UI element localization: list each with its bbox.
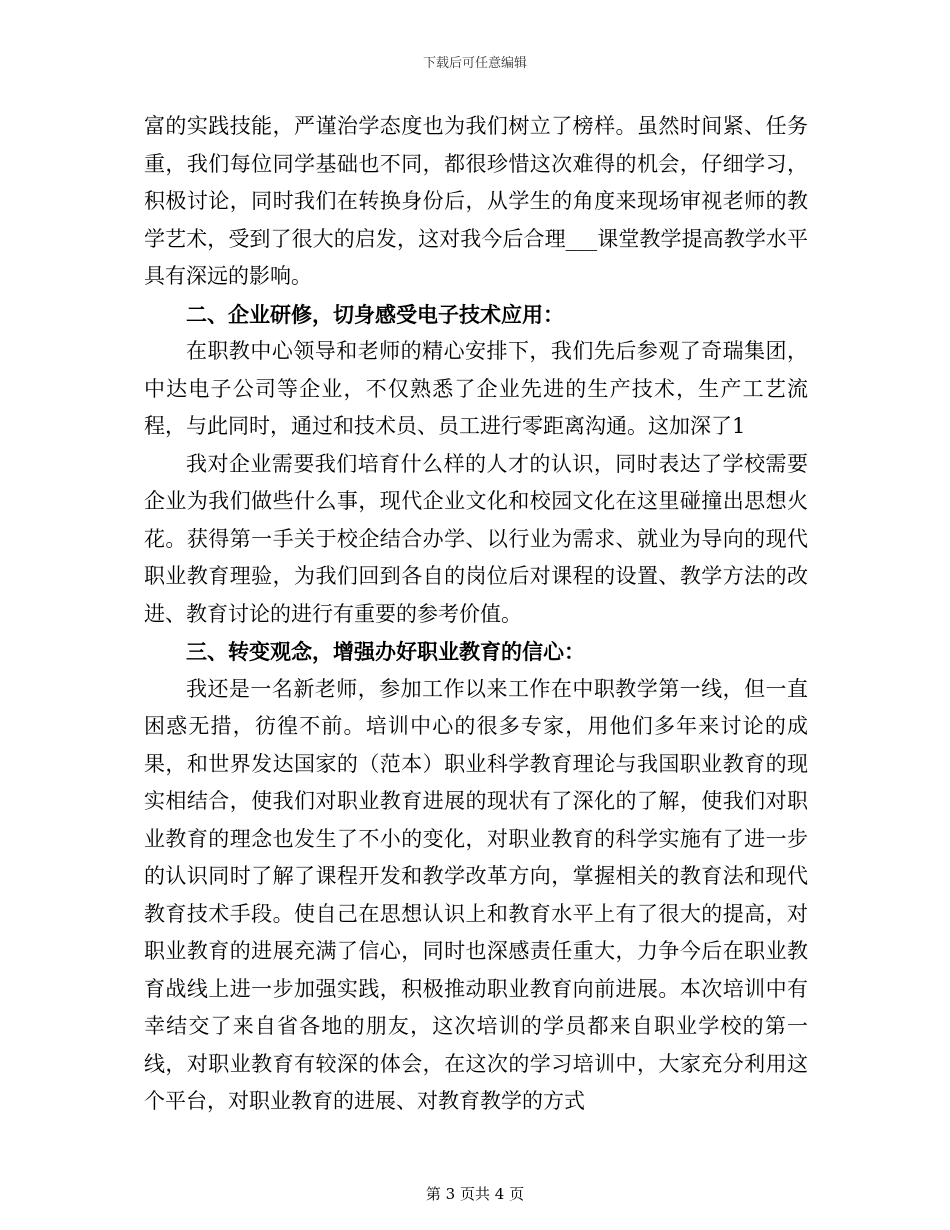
paragraph: 我对企业需要我们培育什么样的人才的认识，同时表达了学校需要企业为我们做些什么事，现代企业文化和校园文化在这里碰撞出思想火花。获得第一手关于校企结合办学、以行业为需求、就业为导向的现代职业教育理验，为我们回到各自的岗位后对课程的设置、教学方法的改进、教育讨论的进行有重要的参考价值。 — [144, 451, 808, 626]
paragraph: 在职教中心领导和老师的精心安排下，我们先后参观了奇瑞集团，中达电子公司等企业，不仅熟悉了企业先进的生产技术，生产工艺流程，与此同时，通过和技术员、员工进行零距离沟通。这加深了1 — [144, 339, 808, 438]
body-text — [144, 108, 808, 1121]
paragraph: 我还是一名新老师，参加工作以来工作在中职教学第一线，但一直困惑无措，彷徨不前。培训中心的很多专家，用他们多年来讨论的成果，和世界发达国家的（范本）职业科学教育理论与我国职业教育的现实相结合，使我们对职业教育进展的现状有了深化的了解，使我们对职业教育的理念也发生了不小的变化，对职业教育的科学实施有了进一步的认识同时了解了课程开发和教学改革方向，掌握相关的教育法和现代教育技术手段。使自己在思想认识上和教育水平上有了很大的提高，对职业教育的进展充满了信心，同时也深感责任重大，力争今后在职业教育战线上进一步加强实践，积极推动职业教育向前进展。本次培训中有幸结交了来自省各地的朋友，这次培训的学员都来自职业学校的第一线，对职业教育有较深的体会，在这次的学习培训中，大家充分利用这个平台，对职业教育的进展、对教育教学的方式 — [144, 676, 808, 1113]
page-footer: 第 3 页共 4 页 — [425, 1185, 525, 1203]
paragraph: 富的实践技能，严谨治学态度也为我们树立了榜样。虽然时间紧、任务重，我们每位同学基础也不同，都很珍惜这次难得的机会，仔细学习，积极讨论，同时我们在转换身份后，从学生的角度来现场审视老师的教学艺术，受到了很大的启发，这对我今后合理___课堂教学提高教学水平具有深远的影响。 — [144, 114, 808, 288]
page-header: 下载后可任意编辑 — [422, 56, 527, 71]
section-heading: 二、企业研修，切身感受电子技术应用： — [186, 301, 564, 327]
section-heading: 三、转变观念，增强办好职业教育的信心： — [186, 639, 585, 664]
